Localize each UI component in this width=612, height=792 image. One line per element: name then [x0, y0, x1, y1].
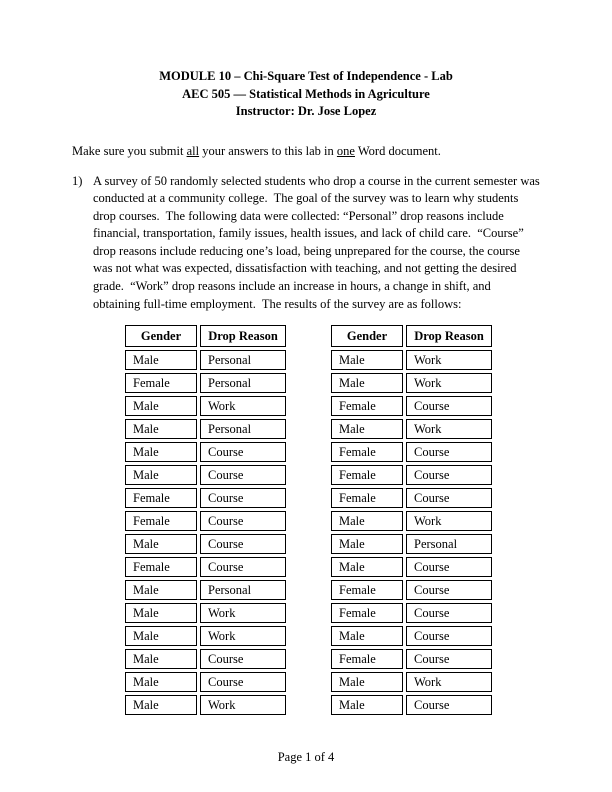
drop-reason-cell: Course	[200, 534, 286, 554]
drop-reason-cell: Personal	[200, 580, 286, 600]
drop-reason-cell: Work	[406, 672, 492, 692]
gender-cell: Male	[125, 396, 197, 416]
drop-reason-cell: Course	[406, 580, 492, 600]
table-row	[331, 350, 492, 370]
drop-reason-cell: Course	[406, 626, 492, 646]
drop-reason-cell: Course	[200, 511, 286, 531]
drop-reason-cell: Course	[406, 649, 492, 669]
survey-tables	[125, 322, 540, 718]
drop-reason-cell: Course	[200, 442, 286, 462]
gender-column-header: Gender	[331, 325, 403, 347]
gender-cell: Female	[331, 396, 403, 416]
gender-cell: Male	[331, 511, 403, 531]
gender-cell: Male	[331, 534, 403, 554]
gender-cell: Female	[331, 442, 403, 462]
question-text: A survey of 50 randomly selected students who drop a course in the current semester was conducted at a community college. The goal of the survey was to learn why students drop courses. The following data were collected: “Personal” drop reasons include financial, transportation, family issues, health issues, and lack of child care. “Course” drop reasons include reducing one’s load, being unprepared for the course, the course was not what was expected, dissatisfaction with teaching, and not getting the desired grade. “Work” drop reasons include an increase in hours, a change in shift, and obtaining full-time employment. The results of the survey are as follows:	[93, 173, 543, 311]
table-left-header	[125, 325, 286, 347]
drop-reason-cell: Course	[200, 557, 286, 577]
drop-reason-column-header: Drop Reason	[406, 325, 492, 347]
gender-cell: Female	[331, 488, 403, 508]
table-row	[331, 557, 492, 577]
gender-cell: Male	[331, 419, 403, 439]
table-header-row	[331, 325, 492, 347]
question-1	[72, 173, 543, 314]
table-row	[331, 603, 492, 623]
gender-cell: Male	[125, 419, 197, 439]
drop-reason-cell: Work	[406, 511, 492, 531]
drop-reason-column-header: Drop Reason	[200, 325, 286, 347]
drop-reason-cell: Course	[406, 695, 492, 715]
gender-cell: Male	[125, 580, 197, 600]
drop-reason-cell: Work	[406, 350, 492, 370]
table-row	[331, 580, 492, 600]
gender-cell: Female	[331, 603, 403, 623]
table-row	[331, 534, 492, 554]
table-row	[331, 695, 492, 715]
survey-table-right	[328, 322, 495, 718]
gender-cell: Female	[331, 580, 403, 600]
gender-cell: Male	[125, 695, 197, 715]
gender-cell: Male	[125, 350, 197, 370]
table-row	[331, 442, 492, 462]
gender-column-header: Gender	[125, 325, 197, 347]
table-row	[125, 649, 286, 669]
drop-reason-cell: Course	[406, 465, 492, 485]
table-row	[125, 626, 286, 646]
table-row	[331, 465, 492, 485]
table-row	[125, 695, 286, 715]
drop-reason-cell: Work	[200, 626, 286, 646]
table-row	[125, 350, 286, 370]
table-header-row	[125, 325, 286, 347]
drop-reason-cell: Personal	[200, 419, 286, 439]
table-row	[125, 373, 286, 393]
page-number-footer: Page 1 of 4	[277, 750, 335, 764]
table-row	[331, 373, 492, 393]
drop-reason-cell: Course	[406, 557, 492, 577]
gender-cell: Male	[125, 534, 197, 554]
table-row	[331, 488, 492, 508]
instructions-part1: Make sure you submit	[72, 143, 187, 158]
table-row	[125, 534, 286, 554]
table-row	[125, 672, 286, 692]
drop-reason-cell: Course	[406, 488, 492, 508]
gender-cell: Female	[331, 649, 403, 669]
table-row	[125, 580, 286, 600]
gender-cell: Female	[125, 511, 197, 531]
gender-cell: Male	[331, 672, 403, 692]
table-row	[125, 465, 286, 485]
gender-cell: Male	[331, 626, 403, 646]
table-row	[331, 396, 492, 416]
gender-cell: Male	[125, 465, 197, 485]
drop-reason-cell: Course	[406, 603, 492, 623]
drop-reason-cell: Work	[200, 603, 286, 623]
table-row	[331, 649, 492, 669]
drop-reason-cell: Personal	[406, 534, 492, 554]
gender-cell: Male	[125, 603, 197, 623]
drop-reason-cell: Personal	[200, 350, 286, 370]
gender-cell: Female	[125, 488, 197, 508]
question-number: 1)	[72, 173, 83, 188]
drop-reason-cell: Course	[200, 672, 286, 692]
gender-cell: Female	[125, 557, 197, 577]
gender-cell: Male	[125, 626, 197, 646]
gender-cell: Male	[125, 649, 197, 669]
table-right-header	[331, 325, 492, 347]
instructions-underlined-all: all	[186, 143, 200, 158]
gender-cell: Male	[331, 557, 403, 577]
title-line-2: AEC 505 — Statistical Methods in Agriculture	[182, 86, 430, 101]
drop-reason-cell: Course	[406, 442, 492, 462]
gender-cell: Female	[331, 465, 403, 485]
table-row	[125, 396, 286, 416]
drop-reason-cell: Course	[200, 465, 286, 485]
gender-cell: Male	[331, 695, 403, 715]
drop-reason-cell: Work	[406, 373, 492, 393]
submission-instructions	[72, 143, 540, 160]
drop-reason-cell: Work	[200, 396, 286, 416]
instructions-part3: Word document.	[354, 143, 441, 158]
table-left-body	[125, 350, 286, 715]
gender-cell: Male	[331, 373, 403, 393]
gender-cell: Male	[125, 442, 197, 462]
table-row	[125, 603, 286, 623]
table-row	[331, 626, 492, 646]
document-title-block	[72, 68, 540, 121]
instructions-underlined-one: one	[336, 143, 355, 158]
survey-table-left	[122, 322, 289, 718]
table-row	[125, 488, 286, 508]
drop-reason-cell: Work	[200, 695, 286, 715]
table-right-body	[331, 350, 492, 715]
table-row	[331, 419, 492, 439]
table-row	[331, 672, 492, 692]
drop-reason-cell: Course	[200, 649, 286, 669]
drop-reason-cell: Course	[200, 488, 286, 508]
table-row	[125, 511, 286, 531]
gender-cell: Female	[125, 373, 197, 393]
instructions-part2: your answers to this lab in	[199, 143, 337, 158]
gender-cell: Male	[125, 672, 197, 692]
table-row	[125, 419, 286, 439]
table-row	[331, 511, 492, 531]
table-row	[125, 442, 286, 462]
gender-cell: Male	[331, 350, 403, 370]
drop-reason-cell: Course	[406, 396, 492, 416]
title-line-3: Instructor: Dr. Jose Lopez	[235, 104, 377, 118]
title-line-1: MODULE 10 – Chi-Square Test of Independence - Lab	[159, 69, 453, 83]
drop-reason-cell: Personal	[200, 373, 286, 393]
drop-reason-cell: Work	[406, 419, 492, 439]
table-row	[125, 557, 286, 577]
